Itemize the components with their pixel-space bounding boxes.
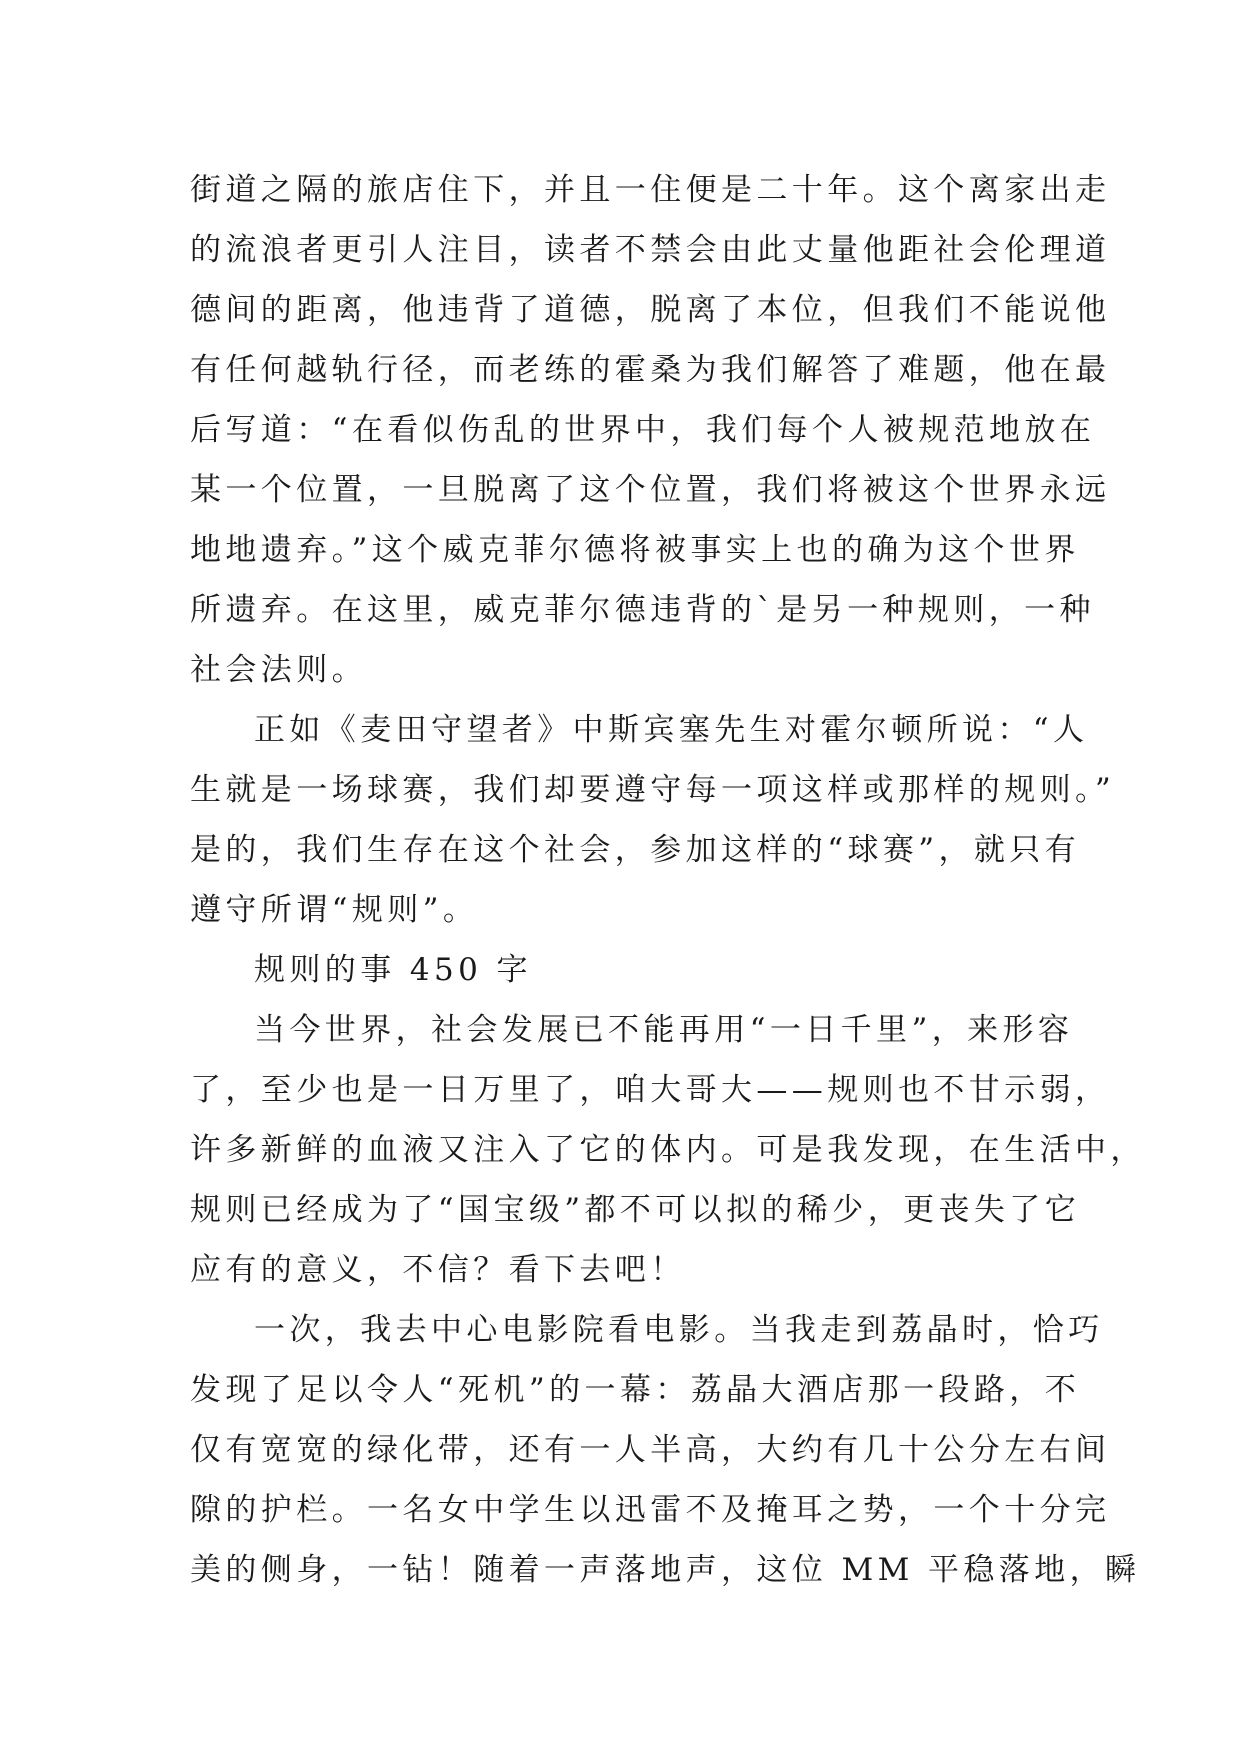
document-body (190, 160, 1146, 1600)
text-line: 许多新鲜的血液又注入了它的体内。可是我发现，在生活中， (190, 1132, 1146, 1168)
text-line: 的流浪者更引人注目，读者不禁会由此丈量他距社会伦理道 (190, 232, 1111, 268)
text-line: 后写道：“在看似伤乱的世界中，我们每个人被规范地放在 (190, 412, 1096, 448)
text-line: 德间的距离，他违背了道德，脱离了本位，但我们不能说他 (190, 292, 1111, 328)
paragraph (190, 1000, 1146, 1300)
paragraph (190, 700, 1116, 940)
text-line: 所遗弃。在这里，威克菲尔德违背的`是另一种规则，一种 (190, 592, 1095, 628)
text-line: 社会法则。 (190, 652, 367, 688)
text-line: 街道之隔的旅店住下，并且一住便是二十年。这个离家出走 (190, 172, 1111, 208)
text-line: 规则的事 450 字 (254, 952, 532, 988)
text-line: 生就是一场球赛，我们却要遵守每一项这样或那样的规则。” (190, 772, 1116, 808)
text-line: 地地遗弃。”这个威克菲尔德将被事实上也的确为这个世界 (190, 532, 1080, 568)
text-line: 是的，我们生存在这个社会，参加这样的“球赛”，就只有 (190, 832, 1081, 868)
text-line: 当今世界，社会发展已不能再用“一日千里”，来形容 (254, 1012, 1074, 1048)
text-line: 发现了足以令人“死机”的一幕：荔晶大酒店那一段路，不 (190, 1372, 1081, 1408)
text-line: 美的侧身，一钻！随着一声落地声，这位 MM 平稳落地，瞬 (190, 1552, 1141, 1588)
text-line: 某一个位置，一旦脱离了这个位置，我们将被这个世界永远 (190, 472, 1111, 508)
text-line: 应有的意义，不信？看下去吧！ (190, 1252, 686, 1288)
text-line: 正如《麦田守望者》中斯宾塞先生对霍尔顿所说：“人 (254, 712, 1089, 748)
text-line: 有任何越轨行径，而老练的霍桑为我们解答了难题，他在最 (190, 352, 1111, 388)
text-line: 规则已经成为了“国宝级”都不可以拟的稀少，更丧失了它 (190, 1192, 1081, 1228)
text-line: 了，至少也是一日万里了，咱大哥大——规则也不甘示弱， (190, 1072, 1111, 1108)
paragraph (190, 940, 1070, 1000)
text-line: 隙的护栏。一名女中学生以迅雷不及掩耳之势，一个十分完 (190, 1492, 1111, 1528)
paragraph (190, 160, 1111, 700)
text-line: 仅有宽宽的绿化带，还有一人半高，大约有几十公分左右间 (190, 1432, 1111, 1468)
paragraph (190, 1300, 1141, 1600)
text-line: 一次，我去中心电影院看电影。当我走到荔晶时，恰巧 (254, 1312, 1104, 1348)
text-line: 遵守所谓“规则”。 (190, 892, 479, 928)
